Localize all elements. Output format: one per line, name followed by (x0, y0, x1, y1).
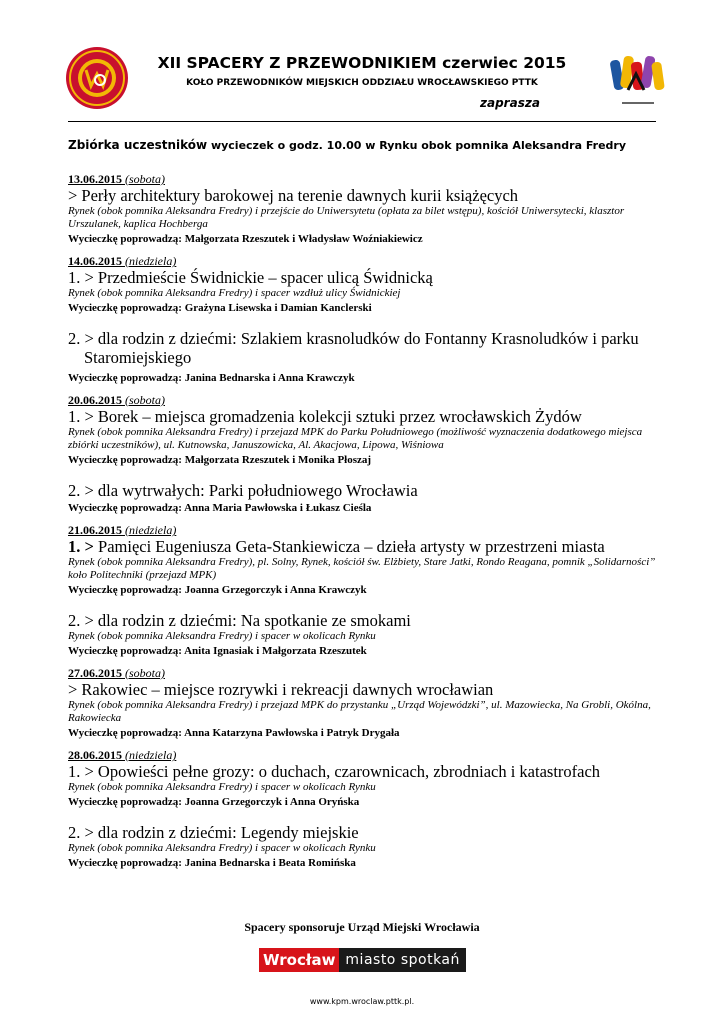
tour-item (68, 823, 668, 870)
tour-title: 1. > Przedmieście Świdnickie – spacer ulicą Świdnicką (68, 268, 433, 287)
pttk-guides-club-emblem-icon (64, 40, 130, 116)
tour-guides: Wycieczkę poprowadzą: Anna Katarzyna Pawłowska i Patryk Drygała (68, 727, 400, 739)
tour-number: 1. > (68, 537, 94, 556)
tour-date: 21.06.2015 (niedziela) (68, 523, 177, 537)
tour-route: Rynek (obok pomnika Aleksandra Fredry), pl. Solny, Rynek, kościół św. Elżbiety, Stare Jatki, Rondo Reagana, pomnik „Solidarności” koło Politechniki (przejazd MPK) (68, 556, 656, 581)
tour-item (68, 186, 668, 246)
tour-item (68, 329, 668, 385)
tour-route: Rynek (obok pomnika Aleksandra Fredry) i przejazd MPK do Parku Południowego (możliwość wyznaczenia dodatkowego miejsca zbiórki uczestników), ul. Kutnowska, Januszowicka, Al. Akacjowa, Lipowa, Wiśniowa (68, 426, 643, 451)
tour-guides: Wycieczkę poprowadzą: Małgorzata Rzeszutek i Władysław Woźniakiewicz (68, 233, 423, 245)
tour-date: 27.06.2015 (sobota) (68, 666, 165, 680)
tour-guides: Wycieczkę poprowadzą: Grażyna Lisewska i Damian Kanclerski (68, 302, 372, 314)
meeting-label: Zbiórka uczestników (68, 138, 208, 152)
tour-title: 2. > dla wytrwałych: Parki południowego Wrocławia (68, 481, 418, 500)
tour-title: 2. > dla rodzin z dziećmi: Na spotkanie ze smokami (68, 611, 411, 630)
sponsor-note: Spacery sponsoruje Urząd Miejski Wrocławia (244, 920, 480, 934)
tour-route: Rynek (obok pomnika Aleksandra Fredry) i spacer w okolicach Rynku (68, 842, 376, 854)
tour-guides: Wycieczkę poprowadzą: Joanna Grzegorczyk i Anna Oryńska (68, 796, 360, 808)
tour-schedule (68, 172, 668, 878)
tour-date: 13.06.2015 (sobota) (68, 172, 165, 186)
meeting-details: wycieczek o godz. 10.00 w Rynku obok pomnika Aleksandra Fredry (207, 139, 627, 152)
day-13-06 (68, 172, 668, 246)
tour-item (68, 762, 668, 809)
tour-route: Rynek (obok pomnika Aleksandra Fredry) i spacer wzdłuż ulicy Świdnickiej (68, 287, 401, 299)
document-header (60, 40, 668, 120)
banner-city-name: Wrocław (259, 948, 339, 972)
day-27-06 (68, 666, 668, 740)
document-title: XII SPACERY Z PRZEWODNIKIEM czerwiec 2015 (157, 54, 567, 72)
wroclaw-city-logo-icon (608, 52, 668, 112)
organizer-name: KOŁO PRZEWODNIKÓW MIEJSKICH ODDZIAŁU WROCŁAWSKIEGO PTTK (186, 78, 538, 88)
tour-title: 1. > Opowieści pełne grozy: o duchach, czarownicach, zbrodniach i katastrofach (68, 762, 601, 781)
tour-date: 14.06.2015 (niedziela) (68, 254, 177, 268)
day-28-06 (68, 748, 668, 870)
tour-date: 28.06.2015 (niedziela) (68, 748, 177, 762)
footer-website: www.kpm.wroclaw.pttk.pl. (309, 997, 415, 1006)
tour-item (68, 407, 668, 467)
day-14-06 (68, 254, 668, 385)
tour-guides: Wycieczkę poprowadzą: Janina Bednarska i Anna Krawczyk (68, 372, 355, 384)
tour-guides: Wycieczkę poprowadzą: Anna Maria Pawłowska i Łukasz Cieśla (68, 502, 372, 514)
tour-title: > Rakowiec – miejsce rozrywki i rekreacji dawnych wrocławian (68, 680, 494, 699)
tour-title: 2. > dla rodzin z dziećmi: Szlakiem krasnoludków do Fontanny Krasnoludków i parku Staromiejskiego (68, 329, 639, 367)
tour-route: Rynek (obok pomnika Aleksandra Fredry) i przejście do Uniwersytetu (opłata za bilet wstępu), kościół Uniwersytecki, klasztor Urszulanek, kaplica Hochberga (68, 205, 625, 230)
meeting-point (68, 138, 668, 152)
tour-date: 20.06.2015 (sobota) (68, 393, 165, 407)
day-21-06 (68, 523, 668, 658)
header-divider (68, 121, 656, 122)
tour-guides: Wycieczkę poprowadzą: Joanna Grzegorczyk i Anna Krawczyk (68, 584, 367, 596)
tour-item (68, 268, 668, 315)
banner-slogan: miasto spotkań (339, 948, 465, 972)
tour-title: 1. > Pamięci Eugeniusza Geta-Stankiewicza – dzieła artysty w przestrzeni miasta (68, 537, 605, 556)
tour-guides: Wycieczkę poprowadzą: Anita Ignasiak i Małgorzata Rzeszutek (68, 645, 367, 657)
tour-title: 1. > Borek – miejsca gromadzenia kolekcji sztuki przez wrocławskich Żydów (68, 407, 582, 426)
invites-label: zaprasza (480, 96, 540, 110)
tour-guides: Wycieczkę poprowadzą: Małgorzata Rzeszutek i Monika Płoszaj (68, 454, 372, 466)
tour-item (68, 611, 668, 658)
tour-route: Rynek (obok pomnika Aleksandra Fredry) i spacer w okolicach Rynku (68, 781, 376, 793)
day-20-06 (68, 393, 668, 515)
tour-item (68, 481, 668, 515)
tour-guides: Wycieczkę poprowadzą: Janina Bednarska i Beata Romińska (68, 857, 356, 869)
tour-route: Rynek (obok pomnika Aleksandra Fredry) i przejazd MPK do przystanku „Urząd Wojewódzki”, ul. Mazowiecka, Na Grobli, Okólna, Rakowiecka (68, 699, 651, 724)
tour-route: Rynek (obok pomnika Aleksandra Fredry) i spacer w okolicach Rynku (68, 630, 376, 642)
tour-title: > Perły architektury barokowej na terenie dawnych kurii książęcych (68, 186, 519, 205)
tour-item (68, 537, 668, 597)
wroclaw-banner-logo (259, 948, 466, 972)
tour-item (68, 680, 668, 740)
tour-title: 2. > dla rodzin z dziećmi: Legendy miejskie (68, 823, 359, 842)
